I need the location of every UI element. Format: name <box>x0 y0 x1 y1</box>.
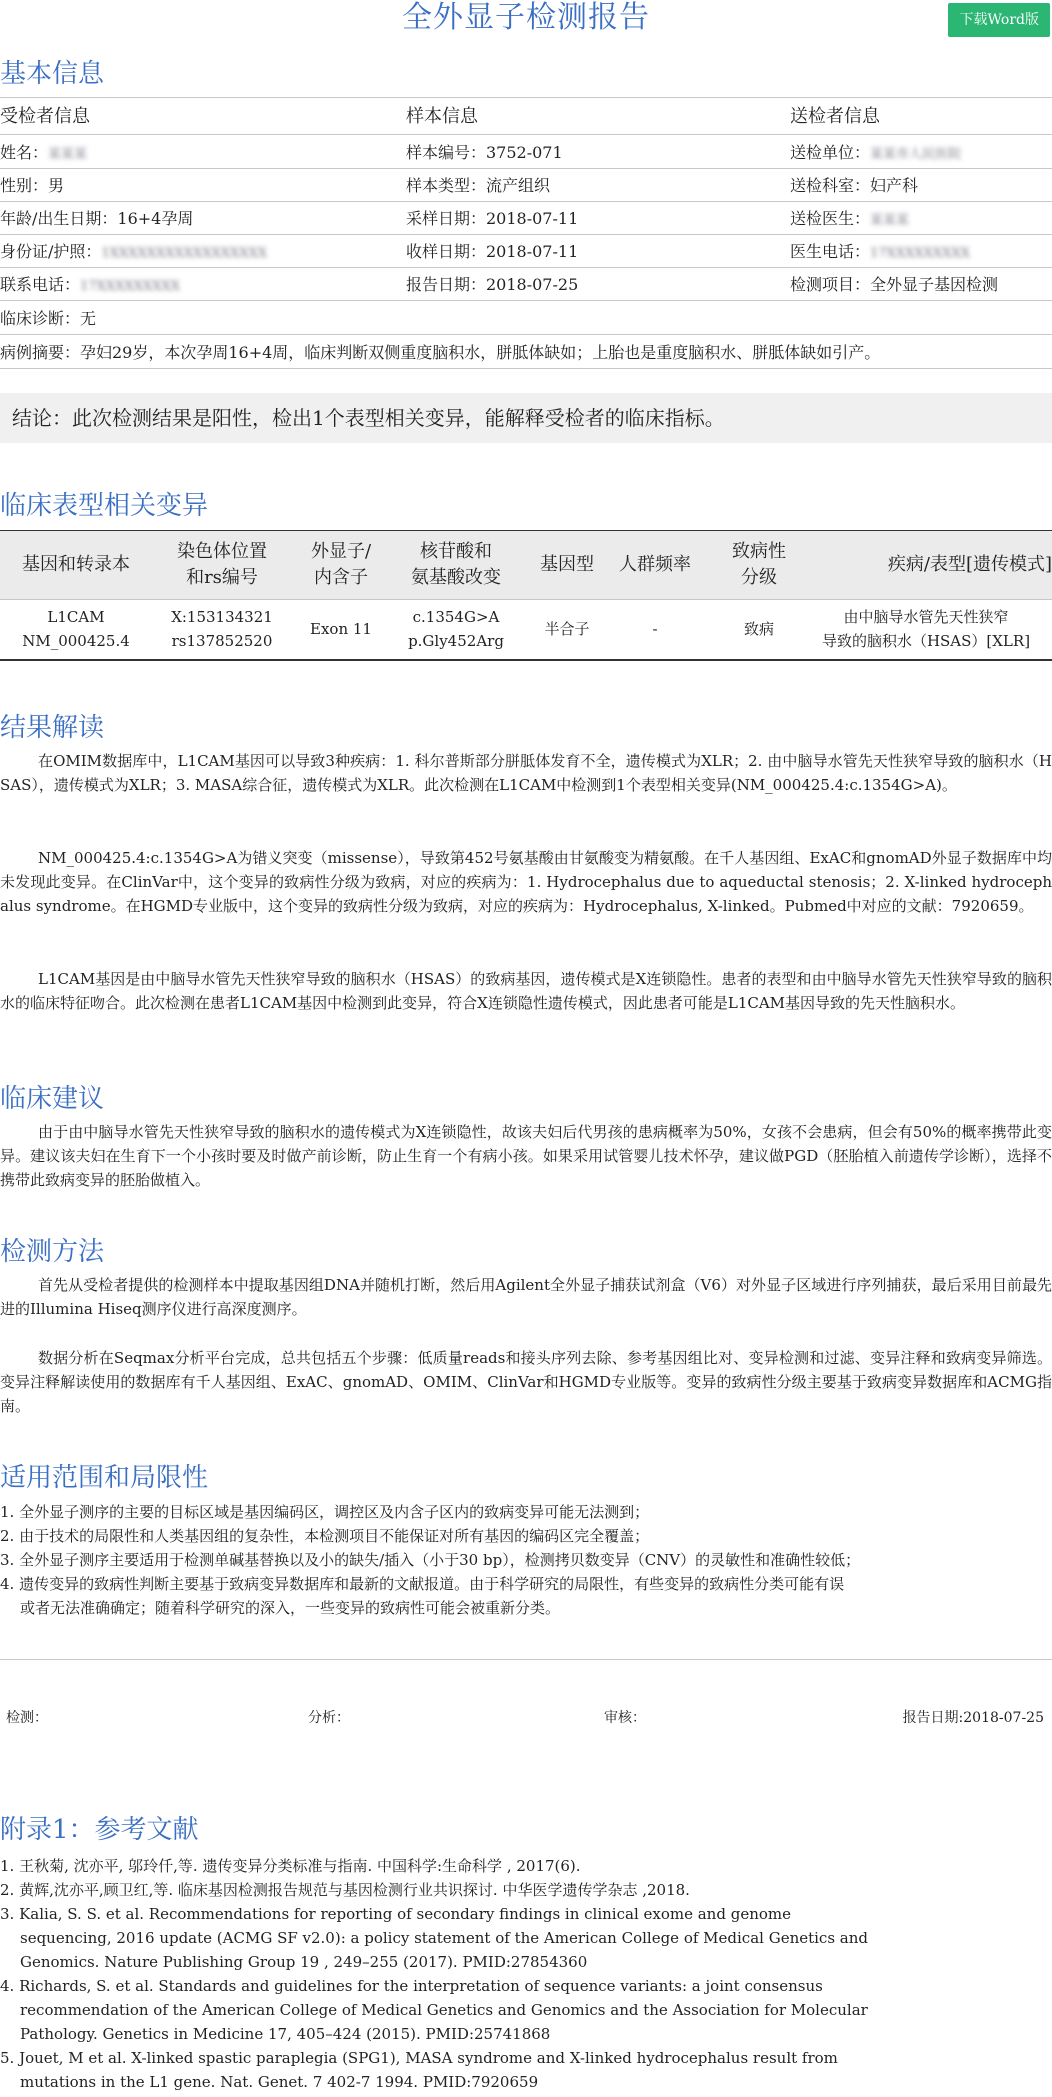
th-gene: 基因和转录本 <box>22 554 130 575</box>
divider <box>0 168 1052 169</box>
th-chrom-line1: 染色体位置 <box>177 541 267 562</box>
scope-item: 2. 由于技术的局限性和人类基因组的复杂性，本检测项目不能保证对所有基因的编码区完全覆盖； <box>0 1527 650 1545</box>
col-header-patient: 受检者信息 <box>0 106 90 127</box>
reference-item: 1. 王秋菊, 沈亦平, 邬玲仟,等. 遗传变异分类标准与指南. 中国科学:生命科学 , 2017(6). <box>0 1857 581 1875</box>
th-pathogenicity-line1: 致病性 <box>732 541 786 562</box>
signature-review: 审核： <box>604 1710 646 1726</box>
advice-paragraph: 由于由中脑导水管先天性狭窄导致的脑积水的遗传模式为X连锁隐性，故该夫妇后代男孩的患病概率为50%，女孩不会患病，但会有50%的概率携带此变异。建议该夫妇在生育下一个小孩时要及时做产前诊断，防止生育一个有病小孩。如果采用试管婴儿技术怀孕，建议做PGD（胚胎植入前遗传学诊断），选择不携带此致病变异的胚胎做植入。 <box>0 1123 1052 1189</box>
scope-item-continuation: 或者无法准确确定；随着科学研究的深入，一些变异的致病性可能会被重新分类。 <box>20 1599 561 1617</box>
cell-chrom-line1: X:153134321 <box>171 608 273 626</box>
redacted-name: 某某某 <box>48 147 88 162</box>
cell-gene-line1: L1CAM <box>47 608 105 626</box>
divider <box>0 201 1052 202</box>
section-title-method: 检测方法 <box>0 1237 105 1267</box>
th-disease: 疾病/表型[遗传模式] <box>887 554 1052 575</box>
sampling-date: 采样日期：2018-07-11 <box>406 209 579 228</box>
divider <box>0 334 1052 335</box>
cell-change-line2: p.Gly452Arg <box>408 632 504 650</box>
reference-continuation: Pathology. Genetics in Medicine 17, 405–424 (2015). PMID:25741868 <box>20 2025 551 2043</box>
divider <box>0 1659 1052 1660</box>
patient-name: 姓名：某某某 <box>0 143 87 165</box>
table-bottom-rule <box>0 659 1052 661</box>
interpretation-paragraph: L1CAM基因是由中脑导水管先天性狭窄导致的脑积水（HSAS）的致病基因，遗传模式是X连锁隐性。患者的表型和由中脑导水管先天性狭窄导致的脑积水的临床特征吻合。此次检测在患者L1CAM基因中检测到此变异，符合X连锁隐性遗传模式，因此患者可能是L1CAM基因导致的先天性脑积水。 <box>0 970 1052 1012</box>
method-paragraph: 数据分析在Seqmax分析平台完成，总共包括五个步骤：低质量reads和接头序列去除、参考基因组比对、变异检测和过滤、变异注释和致病变异筛选。变异注释解读使用的数据库有千人基因组、ExAC、gnomAD、OMIM、ClinVar和HGMD专业版等。变异的致病性分级主要基于致病变异数据库和ACMG指南。 <box>0 1349 1052 1415</box>
reference-item: 4. Richards, S. et al. Standards and guidelines for the interpretation of sequence variants: a joint consensus <box>0 1977 823 1995</box>
divider <box>0 97 1052 98</box>
interpretation-paragraph: NM_000425.4:c.1354G>A为错义突变（missense），导致第452号氨基酸由甘氨酸变为精氨酸。在千人基因组、ExAC和gnomAD外显子数据库中均未发现此变异。在ClinVar中，这个变异的致病性分级为致病，对应的疾病为：1. Hydrocephalus due to aqueductal stenosis；2. X-linked hydrocephalus syndrome。在HGMD专业版中，这个变异的致病性分级为致病，对应的疾病为：Hydrocephalus, X-linked。Pubmed中对应的文献：7920659。 <box>0 849 1052 915</box>
sender-unit: 送检单位：某某市人民医院 <box>790 143 961 165</box>
section-title-interpretation: 结果解读 <box>0 713 105 743</box>
redacted-unit: 某某市人民医院 <box>870 147 962 162</box>
scope-item: 1. 全外显子测序的主要的目标区域是基因编码区，调控区及内含子区内的致病变异可能无法测到； <box>0 1503 650 1521</box>
signature-analyze: 分析： <box>308 1710 350 1726</box>
doctor-phone: 医生电话：17XXXXXXXXX <box>790 242 970 264</box>
reference-continuation: mutations in the L1 gene. Nat. Genet. 7 402-7 1994. PMID:7920659 <box>20 2073 539 2091</box>
redacted-id: 1XXXXXXXXXXXXXXXXX <box>101 246 268 261</box>
redacted-doctor-phone: 17XXXXXXXXX <box>870 246 970 261</box>
cell-exon: Exon 11 <box>310 620 372 638</box>
divider <box>0 267 1052 268</box>
sender-doctor: 送检医生：某某某 <box>790 209 909 231</box>
col-header-sample: 样本信息 <box>406 106 478 127</box>
section-title-appendix: 附录1：参考文献 <box>0 1815 199 1845</box>
interpretation-paragraph: 在OMIM数据库中，L1CAM基因可以导致3种疾病：1. 科尔普斯部分胼胝体发育不全，遗传模式为XLR；2. 由中脑导水管先天性狭窄导致的脑积水（HSAS），遗传模式为XLR；3. MASA综合征，遗传模式为XLR。此次检测在L1CAM中检测到1个表型相关变异(NM_000425.4:c.1354G>A)。 <box>0 752 1052 794</box>
redacted-doctor: 某某某 <box>870 213 910 228</box>
report-date: 报告日期：2018-07-25 <box>406 275 579 294</box>
divider <box>0 234 1052 235</box>
patient-phone: 联系电话：17XXXXXXXXX <box>0 275 180 297</box>
method-paragraph: 首先从受检者提供的检测样本中提取基因组DNA并随机打断，然后用Agilent全外显子捕获试剂盒（V6）对外显子区域进行序列捕获，最后采用目前最先进的Illumina Hiseq测序仪进行高深度测序。 <box>0 1276 1052 1318</box>
sender-department: 送检科室：妇产科 <box>790 176 919 195</box>
reference-continuation: Genomics. Nature Publishing Group 19 , 249–255 (2017). PMID:27854360 <box>20 1953 588 1971</box>
section-title-advice: 临床建议 <box>0 1084 105 1114</box>
patient-age: 年龄/出生日期：16+4孕周 <box>0 209 194 228</box>
sample-type: 样本类型：流产组织 <box>406 176 551 195</box>
cell-gene-line2: NM_000425.4 <box>22 632 130 650</box>
col-header-sender: 送检者信息 <box>790 106 880 127</box>
download-word-button[interactable]: 下载Word版 <box>948 3 1050 37</box>
divider <box>0 134 1052 135</box>
reference-item: 5. Jouet, M et al. X-linked spastic paraplegia (SPG1), MASA syndrome and X-linked hydrocephalus result from <box>0 2049 838 2067</box>
th-genotype: 基因型 <box>540 554 594 575</box>
scope-item: 4. 遗传变异的致病性判断主要基于致病变异数据库和最新的文献报道。由于科学研究的局限性，有些变异的致病性分类可能有误 <box>0 1575 845 1593</box>
th-change-line1: 核苷酸和 <box>420 541 492 562</box>
th-frequency: 人群频率 <box>619 554 691 575</box>
th-change-line2: 氨基酸改变 <box>411 567 501 588</box>
clinical-diagnosis: 临床诊断：无 <box>0 309 97 328</box>
patient-id: 身份证/护照：1XXXXXXXXXXXXXXXXX <box>0 242 267 264</box>
section-title-variants: 临床表型相关变异 <box>0 491 209 521</box>
divider <box>0 300 1052 301</box>
reference-item: 3. Kalia, S. S. et al. Recommendations for reporting of secondary findings in clinical exome and genome <box>0 1905 791 1923</box>
case-summary: 病例摘要：孕妇29岁，本次孕周16+4周，临床判断双侧重度脑积水，胼胝体缺如；上胎也是重度脑积水、胼胝体缺如引产。 <box>0 343 881 362</box>
reference-continuation: recommendation of the American College of Medical Genetics and Genomics and the Association for Molecular <box>20 2001 868 2019</box>
section-title-scope: 适用范围和局限性 <box>0 1463 209 1493</box>
reference-continuation: sequencing, 2016 update (ACMG SF v2.0): a policy statement of the American College of Medical Genetics and <box>20 1929 869 1947</box>
th-pathogenicity-line2: 分级 <box>741 567 777 588</box>
section-title-basic: 基本信息 <box>0 59 105 89</box>
divider <box>0 368 1052 369</box>
cell-disease-line2: 导致的脑积水（HSAS）[XLR] <box>821 632 1031 650</box>
scope-item: 3. 全外显子测序主要适用于检测单碱基替换以及小的缺失/插入（小于30 bp），检测拷贝数变异（CNV）的灵敏性和准确性较低； <box>0 1551 861 1569</box>
divider <box>0 599 1052 600</box>
cell-chrom-line2: rs137852520 <box>171 632 273 650</box>
th-chrom-line2: 和rs编号 <box>186 567 258 588</box>
variant-table-header <box>0 531 1052 599</box>
reference-item: 2. 黄辉,沈亦平,顾卫红,等. 临床基因检测报告规范与基因检测行业共识探讨. 中华医学遗传学杂志 ,2018. <box>0 1881 690 1899</box>
cell-frequency: - <box>652 620 658 638</box>
cell-change-line1: c.1354G>A <box>412 608 500 626</box>
th-exon-line1: 外显子/ <box>310 541 372 562</box>
sample-id: 样本编号：3752-071 <box>406 143 563 162</box>
cell-disease-line1: 由中脑导水管先天性狭窄 <box>843 608 1009 626</box>
conclusion-box: 结论：此次检测结果是阳性，检出1个表型相关变异，能解释受检者的临床指标。 <box>0 393 1052 443</box>
th-exon-line2: 内含子 <box>314 567 368 588</box>
receive-date: 收样日期：2018-07-11 <box>406 242 579 261</box>
cell-pathogenicity: 致病 <box>743 620 774 638</box>
patient-sex: 性别：男 <box>0 176 65 195</box>
test-item: 检测项目：全外显子基因检测 <box>790 275 999 294</box>
cell-genotype: 半合子 <box>544 620 590 638</box>
signature-detect: 检测： <box>6 1710 48 1726</box>
report-title: 全外显子检测报告 <box>402 0 650 35</box>
signature-report-date: 报告日期:2018-07-25 <box>902 1710 1044 1726</box>
redacted-phone: 17XXXXXXXXX <box>80 279 180 294</box>
